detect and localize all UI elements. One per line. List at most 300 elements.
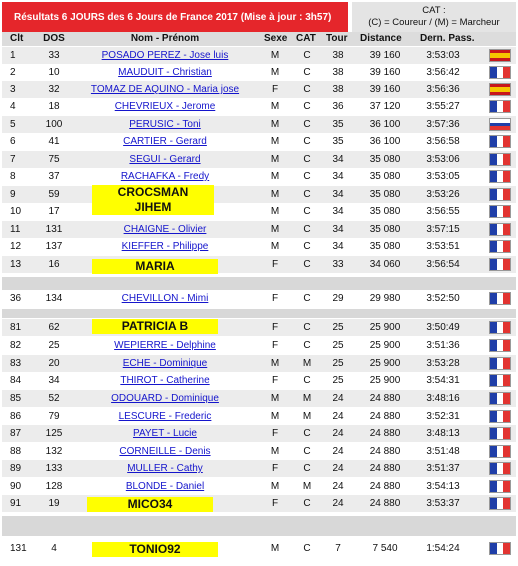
last-pass-time: 3:54:31 <box>426 375 460 386</box>
country-flag <box>489 292 511 305</box>
flag-fr-icon <box>489 374 511 387</box>
bib-number: 10 <box>48 67 60 78</box>
runner-name-link[interactable]: ECHE - Dominique <box>122 358 208 369</box>
rank: 13 <box>10 259 22 270</box>
country-flag <box>489 497 511 510</box>
category: M <box>302 481 312 492</box>
country-flag <box>489 392 511 405</box>
laps: 38 <box>332 50 344 61</box>
col-dos: DOS <box>43 33 65 44</box>
runner-name-link[interactable]: KIEFFER - Philippe <box>121 241 209 252</box>
laps: 34 <box>332 154 344 165</box>
rank: 84 <box>10 375 22 386</box>
laps: 34 <box>332 206 344 217</box>
distance: 35 080 <box>369 154 401 165</box>
category: M <box>302 358 312 369</box>
runner-name-link[interactable]: CHEVRIEUX - Jerome <box>114 101 216 112</box>
laps: 24 <box>332 393 344 404</box>
distance: 24 880 <box>369 411 401 422</box>
distance: 7 540 <box>372 543 398 554</box>
laps: 36 <box>332 101 344 112</box>
table-row <box>2 98 516 115</box>
bib-number: 79 <box>48 411 60 422</box>
last-pass-time: 3:52:50 <box>426 293 460 304</box>
country-flag <box>489 462 511 475</box>
table-row <box>2 221 516 238</box>
bib-number: 134 <box>45 293 63 304</box>
flag-fr-icon <box>489 240 511 253</box>
last-pass-time: 3:56:55 <box>426 206 460 217</box>
distance: 24 880 <box>369 446 401 457</box>
last-pass-time: 3:57:36 <box>426 119 460 130</box>
bib-number: 16 <box>48 259 60 270</box>
highlight-crocsman: CROCSMAN <box>92 185 214 200</box>
section-separator <box>2 277 516 290</box>
table-row <box>2 540 516 557</box>
flag-fr-icon <box>489 223 511 236</box>
bib-number: 20 <box>48 358 60 369</box>
flag-fr-icon <box>489 205 511 218</box>
laps: 35 <box>332 119 344 130</box>
table-row <box>2 372 516 389</box>
col-clt: Clt <box>10 33 24 44</box>
col-distance: Distance <box>360 33 402 44</box>
country-flag <box>489 170 511 183</box>
last-pass-time: 1:54:24 <box>426 543 460 554</box>
rank: 5 <box>10 119 16 130</box>
flag-fr-icon <box>489 258 511 271</box>
country-flag <box>489 66 511 79</box>
gender: M <box>270 67 280 78</box>
laps: 34 <box>332 241 344 252</box>
distance: 24 880 <box>369 393 401 404</box>
gender: F <box>271 340 279 351</box>
category-legend-text: (C) = Coureur / (M) = Marcheur <box>368 17 500 28</box>
bib-number: 37 <box>48 171 60 182</box>
distance: 35 080 <box>369 189 401 200</box>
runner-name-link[interactable]: SEGUI - Gerard <box>129 154 201 165</box>
distance: 34 060 <box>369 259 401 270</box>
gender: M <box>270 481 280 492</box>
last-pass-time: 3:56:58 <box>426 136 460 147</box>
flag-fr-icon <box>489 392 511 405</box>
bib-number: 19 <box>48 498 60 509</box>
rank: 83 <box>10 358 22 369</box>
table-row <box>2 133 516 150</box>
gender: M <box>270 411 280 422</box>
category: C <box>303 206 311 217</box>
last-pass-time: 3:52:31 <box>426 411 460 422</box>
bib-number: 4 <box>51 543 57 554</box>
category: C <box>303 84 311 95</box>
flag-fr-icon <box>489 542 511 555</box>
bib-number: 131 <box>45 224 63 235</box>
runner-name-link[interactable]: THIROT - Catherine <box>120 375 210 386</box>
gender: M <box>270 543 280 554</box>
category: C <box>303 67 311 78</box>
distance: 24 880 <box>369 498 401 509</box>
rank: 85 <box>10 393 22 404</box>
rank: 10 <box>10 206 22 217</box>
gender: M <box>270 358 280 369</box>
gender: M <box>270 206 280 217</box>
distance: 24 880 <box>369 428 401 439</box>
results-title-text: Résultats 6 JOURS des 6 Jours de France 2017 (Mise à jour : 3h57) <box>14 11 332 23</box>
table-row <box>2 319 516 336</box>
rank: 1 <box>10 50 16 61</box>
category: M <box>302 411 312 422</box>
flag-fr-icon <box>489 462 511 475</box>
category: C <box>303 498 311 509</box>
section-separator <box>2 309 516 318</box>
gender: M <box>270 119 280 130</box>
runner-name-link[interactable]: PAYET - Lucie <box>133 428 197 439</box>
last-pass-time: 3:57:15 <box>426 224 460 235</box>
gender: F <box>271 84 279 95</box>
bib-number: 41 <box>48 136 60 147</box>
gender: F <box>271 498 279 509</box>
country-flag <box>489 480 511 493</box>
flag-fr-icon <box>489 153 511 166</box>
last-pass-time: 3:54:13 <box>426 481 460 492</box>
last-pass-time: 3:51:37 <box>426 463 460 474</box>
bib-number: 128 <box>45 481 63 492</box>
country-flag <box>489 118 511 131</box>
runner-name-link[interactable]: BLONDE - Daniel <box>125 481 205 492</box>
rank: 88 <box>10 446 22 457</box>
distance: 25 900 <box>369 340 401 351</box>
category-legend <box>352 2 516 32</box>
bib-number: 133 <box>45 463 63 474</box>
country-flag <box>489 188 511 201</box>
laps: 25 <box>332 358 344 369</box>
last-pass-time: 3:50:49 <box>426 322 460 333</box>
gender: M <box>270 189 280 200</box>
gender: M <box>270 224 280 235</box>
rank: 89 <box>10 463 22 474</box>
runner-name-link[interactable]: RACHAFKA - Fredy <box>120 171 210 182</box>
country-flag <box>489 445 511 458</box>
country-flag <box>489 205 511 218</box>
category-legend-title: CAT : <box>422 5 446 16</box>
category: M <box>302 393 312 404</box>
category: C <box>303 154 311 165</box>
flag-fr-icon <box>489 100 511 113</box>
table-row <box>2 203 516 220</box>
highlight-jihem: JIHEM <box>92 200 214 215</box>
rank: 87 <box>10 428 22 439</box>
country-flag <box>489 542 511 555</box>
bib-number: 32 <box>48 84 60 95</box>
distance: 25 900 <box>369 358 401 369</box>
laps: 29 <box>332 293 344 304</box>
gender: F <box>271 463 279 474</box>
last-pass-time: 3:53:51 <box>426 241 460 252</box>
flag-fr-icon <box>489 292 511 305</box>
runner-name-link[interactable]: CHEVILLON - Mimi <box>121 293 209 304</box>
runner-name-link[interactable]: CARTIER - Gerard <box>123 136 207 147</box>
gender: F <box>271 375 279 386</box>
col-pass: Dern. Pass. <box>420 33 475 44</box>
table-row <box>2 151 516 168</box>
rank: 3 <box>10 84 16 95</box>
rank: 11 <box>10 224 21 235</box>
results-title <box>2 2 348 32</box>
last-pass-time: 3:56:54 <box>426 259 460 270</box>
table-row <box>2 425 516 442</box>
bib-number: 33 <box>48 50 60 61</box>
category: C <box>303 293 311 304</box>
category: C <box>303 224 311 235</box>
rank: 90 <box>10 481 22 492</box>
table-row <box>2 256 516 273</box>
last-pass-time: 3:53:05 <box>426 171 460 182</box>
rank: 86 <box>10 411 22 422</box>
laps: 24 <box>332 446 344 457</box>
rank: 131 <box>10 543 27 554</box>
flag-fr-icon <box>489 427 511 440</box>
rank: 82 <box>10 340 22 351</box>
laps: 38 <box>332 84 344 95</box>
flag-fr-icon <box>489 497 511 510</box>
col-sexe: Sexe <box>264 33 288 44</box>
last-pass-time: 3:56:42 <box>426 67 460 78</box>
runner-name-link[interactable]: CORNEILLE - Denis <box>119 446 211 457</box>
country-flag <box>489 49 511 62</box>
last-pass-time: 3:53:06 <box>426 154 460 165</box>
bib-number: 132 <box>45 446 63 457</box>
rank: 6 <box>10 136 16 147</box>
runner-name-link[interactable]: CHAIGNE - Olivier <box>123 224 207 235</box>
runner-name-link[interactable]: MULLER - Cathy <box>127 463 203 474</box>
table-row <box>2 355 516 372</box>
table-row <box>2 408 516 425</box>
category: C <box>303 322 311 333</box>
flag-fr-icon <box>489 321 511 334</box>
col-nom: Nom - Prénom <box>130 33 200 44</box>
distance: 36 100 <box>369 119 401 130</box>
highlight-mico34: MICO34 <box>87 497 213 512</box>
gender: M <box>270 241 280 252</box>
distance: 25 900 <box>369 322 401 333</box>
rank: 9 <box>10 189 16 200</box>
highlight-tonio92: TONIO92 <box>92 542 218 557</box>
rank: 4 <box>10 101 16 112</box>
section-separator <box>2 516 516 536</box>
distance: 35 080 <box>369 206 401 217</box>
bib-number: 137 <box>45 241 63 252</box>
bib-number: 75 <box>48 154 60 165</box>
last-pass-time: 3:51:36 <box>426 340 460 351</box>
country-flag <box>489 258 511 271</box>
gender: M <box>270 154 280 165</box>
last-pass-time: 3:48:13 <box>426 428 460 439</box>
last-pass-time: 3:56:36 <box>426 84 460 95</box>
flag-es-icon <box>489 49 511 62</box>
distance: 35 080 <box>369 224 401 235</box>
flag-fr-icon <box>489 445 511 458</box>
laps: 38 <box>332 67 344 78</box>
country-flag <box>489 223 511 236</box>
flag-fr-icon <box>489 480 511 493</box>
gender: M <box>270 101 280 112</box>
laps: 24 <box>332 428 344 439</box>
category: C <box>303 543 311 554</box>
gender: M <box>270 393 280 404</box>
last-pass-time: 3:53:28 <box>426 358 460 369</box>
country-flag <box>489 240 511 253</box>
category: C <box>303 171 311 182</box>
flag-fr-icon <box>489 357 511 370</box>
gender: F <box>271 322 279 333</box>
laps: 25 <box>332 375 344 386</box>
category: C <box>303 136 311 147</box>
category: C <box>303 463 311 474</box>
distance: 39 160 <box>369 67 401 78</box>
country-flag <box>489 321 511 334</box>
last-pass-time: 3:55:27 <box>426 101 460 112</box>
rank: 12 <box>10 241 22 252</box>
bib-number: 34 <box>48 375 60 386</box>
gender: M <box>270 136 280 147</box>
runner-name-link[interactable]: WEPIERRE - Delphine <box>114 340 216 351</box>
flag-fr-icon <box>489 66 511 79</box>
country-flag <box>489 153 511 166</box>
bib-number: 17 <box>48 206 60 217</box>
laps: 34 <box>332 171 344 182</box>
country-flag <box>489 374 511 387</box>
country-flag <box>489 410 511 423</box>
gender: F <box>271 428 279 439</box>
country-flag <box>489 100 511 113</box>
bib-number: 25 <box>48 340 60 351</box>
distance: 24 880 <box>369 463 401 474</box>
table-row <box>2 116 516 133</box>
bib-number: 125 <box>45 428 63 439</box>
highlight-maria: MARIA <box>92 259 218 274</box>
laps: 24 <box>332 463 344 474</box>
last-pass-time: 3:53:37 <box>426 498 460 509</box>
laps: 24 <box>332 481 344 492</box>
bib-number: 52 <box>48 393 60 404</box>
table-row <box>2 337 516 354</box>
category: C <box>303 101 311 112</box>
table-row <box>2 390 516 407</box>
table-row <box>2 290 516 307</box>
country-flag <box>489 135 511 148</box>
runner-name-link[interactable]: POSADO PEREZ - Jose luis <box>101 50 229 61</box>
distance: 35 080 <box>369 241 401 252</box>
last-pass-time: 3:53:03 <box>426 50 460 61</box>
category: C <box>303 428 311 439</box>
country-flag <box>489 427 511 440</box>
gender: M <box>270 50 280 61</box>
category: C <box>303 446 311 457</box>
runner-name-link[interactable]: MAUDUIT - Christian <box>118 67 212 78</box>
bib-number: 62 <box>48 322 60 333</box>
rank: 81 <box>10 322 22 333</box>
last-pass-time: 3:51:48 <box>426 446 460 457</box>
flag-fr-icon <box>489 170 511 183</box>
bib-number: 100 <box>45 119 63 130</box>
flag-si-icon <box>489 118 511 131</box>
rank: 91 <box>10 498 22 509</box>
table-row <box>2 443 516 460</box>
distance: 29 980 <box>369 293 401 304</box>
laps: 25 <box>332 340 344 351</box>
runner-name-link[interactable]: ODOUARD - Dominique <box>111 393 219 404</box>
category: C <box>303 189 311 200</box>
table-row <box>2 495 516 512</box>
bib-number: 59 <box>48 189 60 200</box>
category: C <box>303 375 311 386</box>
laps: 7 <box>335 543 341 554</box>
rank: 8 <box>10 171 16 182</box>
distance: 24 880 <box>369 481 401 492</box>
highlight-patricia: PATRICIA B <box>92 319 218 334</box>
rank: 36 <box>10 293 22 304</box>
flag-es-icon <box>489 83 511 96</box>
table-row <box>2 186 516 203</box>
runner-name-link[interactable]: LESCURE - Frederic <box>118 411 212 422</box>
laps: 35 <box>332 136 344 147</box>
distance: 39 160 <box>369 84 401 95</box>
distance: 39 160 <box>369 50 401 61</box>
distance: 25 900 <box>369 375 401 386</box>
last-pass-time: 3:48:16 <box>426 393 460 404</box>
gender: F <box>271 293 279 304</box>
category: C <box>303 241 311 252</box>
category: C <box>303 50 311 61</box>
flag-fr-icon <box>489 188 511 201</box>
laps: 25 <box>332 322 344 333</box>
distance: 36 100 <box>369 136 401 147</box>
laps: 24 <box>332 498 344 509</box>
laps: 33 <box>332 259 344 270</box>
laps: 24 <box>332 411 344 422</box>
country-flag <box>489 83 511 96</box>
distance: 35 080 <box>369 171 401 182</box>
table-row <box>2 47 516 64</box>
gender: M <box>270 446 280 457</box>
runner-name-link[interactable]: PERUSIC - Toni <box>129 119 201 130</box>
country-flag <box>489 357 511 370</box>
country-flag <box>489 339 511 352</box>
table-row <box>2 168 516 185</box>
flag-fr-icon <box>489 339 511 352</box>
table-row <box>2 238 516 255</box>
laps: 34 <box>332 189 344 200</box>
rank: 7 <box>10 154 16 165</box>
table-row <box>2 478 516 495</box>
col-tour: Tour <box>326 33 348 44</box>
column-headers <box>2 32 516 46</box>
flag-fr-icon <box>489 410 511 423</box>
category: C <box>303 340 311 351</box>
table-row <box>2 460 516 477</box>
table-row <box>2 81 516 98</box>
table-row <box>2 64 516 81</box>
rank: 2 <box>10 67 16 78</box>
runner-name-link[interactable]: TOMAZ DE AQUINO - Maria jose <box>90 84 240 95</box>
gender: F <box>271 259 279 270</box>
flag-fr-icon <box>489 135 511 148</box>
last-pass-time: 3:53:26 <box>426 189 460 200</box>
laps: 34 <box>332 224 344 235</box>
gender: M <box>270 171 280 182</box>
distance: 37 120 <box>369 101 401 112</box>
col-cat: CAT <box>296 33 316 44</box>
